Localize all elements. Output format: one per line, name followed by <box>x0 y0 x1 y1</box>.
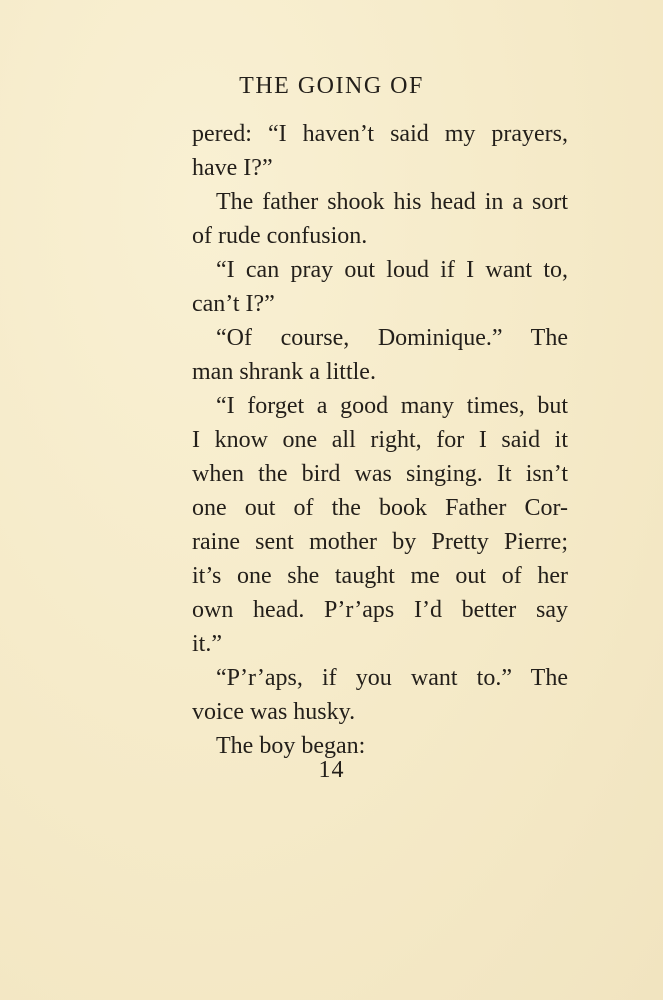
text-line: it’s one she taught me out of her <box>192 563 568 589</box>
text-line: own head. P’r’aps I’d better say <box>192 597 568 623</box>
text-line: The boy began: <box>216 733 366 759</box>
text-line: have I?” <box>192 155 273 181</box>
text-line: man shrank a little. <box>192 359 376 385</box>
text-line: I know one all right, for I said it <box>192 427 568 453</box>
running-head: THE GOING OF <box>239 73 424 99</box>
text-line: “P’r’aps, if you want to.” The <box>216 665 568 691</box>
text-line: voice was husky. <box>192 699 356 725</box>
text-line: of rude confusion. <box>192 223 368 249</box>
text-line: “Of course, Dominique.” The <box>216 325 568 351</box>
text-line: The father shook his head in a sort <box>216 189 568 215</box>
text-line: one out of the book Father Cor- <box>192 495 568 521</box>
text-line: can’t I?” <box>192 291 275 317</box>
text-line: “I forget a good many times, but <box>216 393 568 419</box>
body-text <box>192 117 568 763</box>
page-number: 14 <box>318 757 345 783</box>
text-line: it.” <box>192 631 222 657</box>
text-line: “I can pray out loud if I want to, <box>216 257 568 283</box>
text-line: when the bird was singing. It isn’t <box>192 461 568 487</box>
text-line: raine sent mother by Pretty Pierre; <box>192 529 568 555</box>
text-line: pered: “I haven’t said my prayers, <box>192 121 568 147</box>
